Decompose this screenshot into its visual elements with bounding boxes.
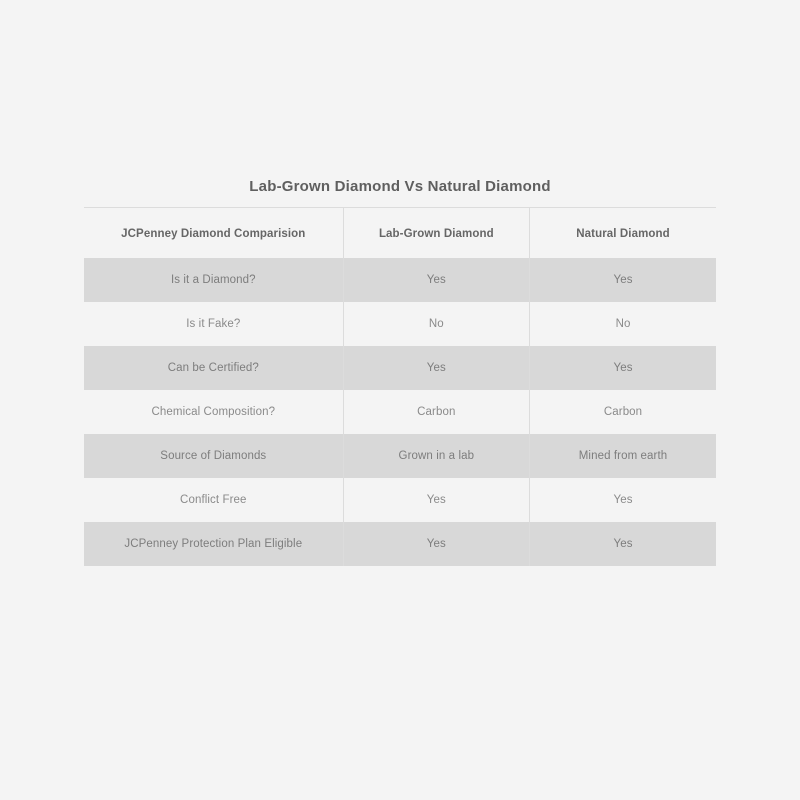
table-row bbox=[84, 522, 716, 566]
cell-natural: Yes bbox=[530, 522, 716, 566]
table-header-row bbox=[84, 208, 716, 258]
cell-feature: Chemical Composition? bbox=[151, 406, 276, 418]
cell-feature: Is it Fake? bbox=[186, 318, 241, 330]
cell-natural: Carbon bbox=[530, 390, 716, 434]
table-row bbox=[84, 434, 716, 478]
cell-lab-grown: Yes bbox=[343, 346, 529, 390]
table-row bbox=[84, 390, 716, 434]
cell-lab-grown: No bbox=[343, 302, 529, 346]
cell-natural: Yes bbox=[530, 346, 716, 390]
comparison-table bbox=[84, 208, 716, 566]
table-row bbox=[84, 302, 716, 346]
table-row bbox=[84, 258, 716, 302]
column-header-feature: JCPenney Diamond Comparision bbox=[121, 228, 306, 240]
cell-feature: Is it a Diamond? bbox=[84, 258, 343, 302]
table-body bbox=[84, 258, 716, 566]
cell-feature: Can be Certified? bbox=[84, 346, 343, 390]
table-header bbox=[84, 208, 716, 258]
cell-natural: Yes bbox=[530, 258, 716, 302]
cell-lab-grown: Grown in a lab bbox=[343, 434, 529, 478]
column-header-lab-grown: Lab-Grown Diamond bbox=[343, 208, 529, 258]
table-row bbox=[84, 346, 716, 390]
cell-lab-grown: Carbon bbox=[343, 390, 529, 434]
cell-natural: No bbox=[530, 302, 716, 346]
cell-lab-grown: Yes bbox=[343, 522, 529, 566]
page-title: Lab-Grown Diamond Vs Natural Diamond bbox=[84, 178, 716, 208]
column-header-natural: Natural Diamond bbox=[530, 208, 716, 258]
comparison-table-container bbox=[84, 178, 716, 566]
cell-feature: Source of Diamonds bbox=[84, 434, 343, 478]
cell-lab-grown: Yes bbox=[343, 478, 529, 522]
table-row bbox=[84, 478, 716, 522]
cell-lab-grown: Yes bbox=[343, 258, 529, 302]
cell-feature: Conflict Free bbox=[180, 494, 247, 506]
cell-natural: Yes bbox=[530, 478, 716, 522]
cell-natural: Mined from earth bbox=[530, 434, 716, 478]
cell-feature: JCPenney Protection Plan Eligible bbox=[84, 522, 343, 566]
